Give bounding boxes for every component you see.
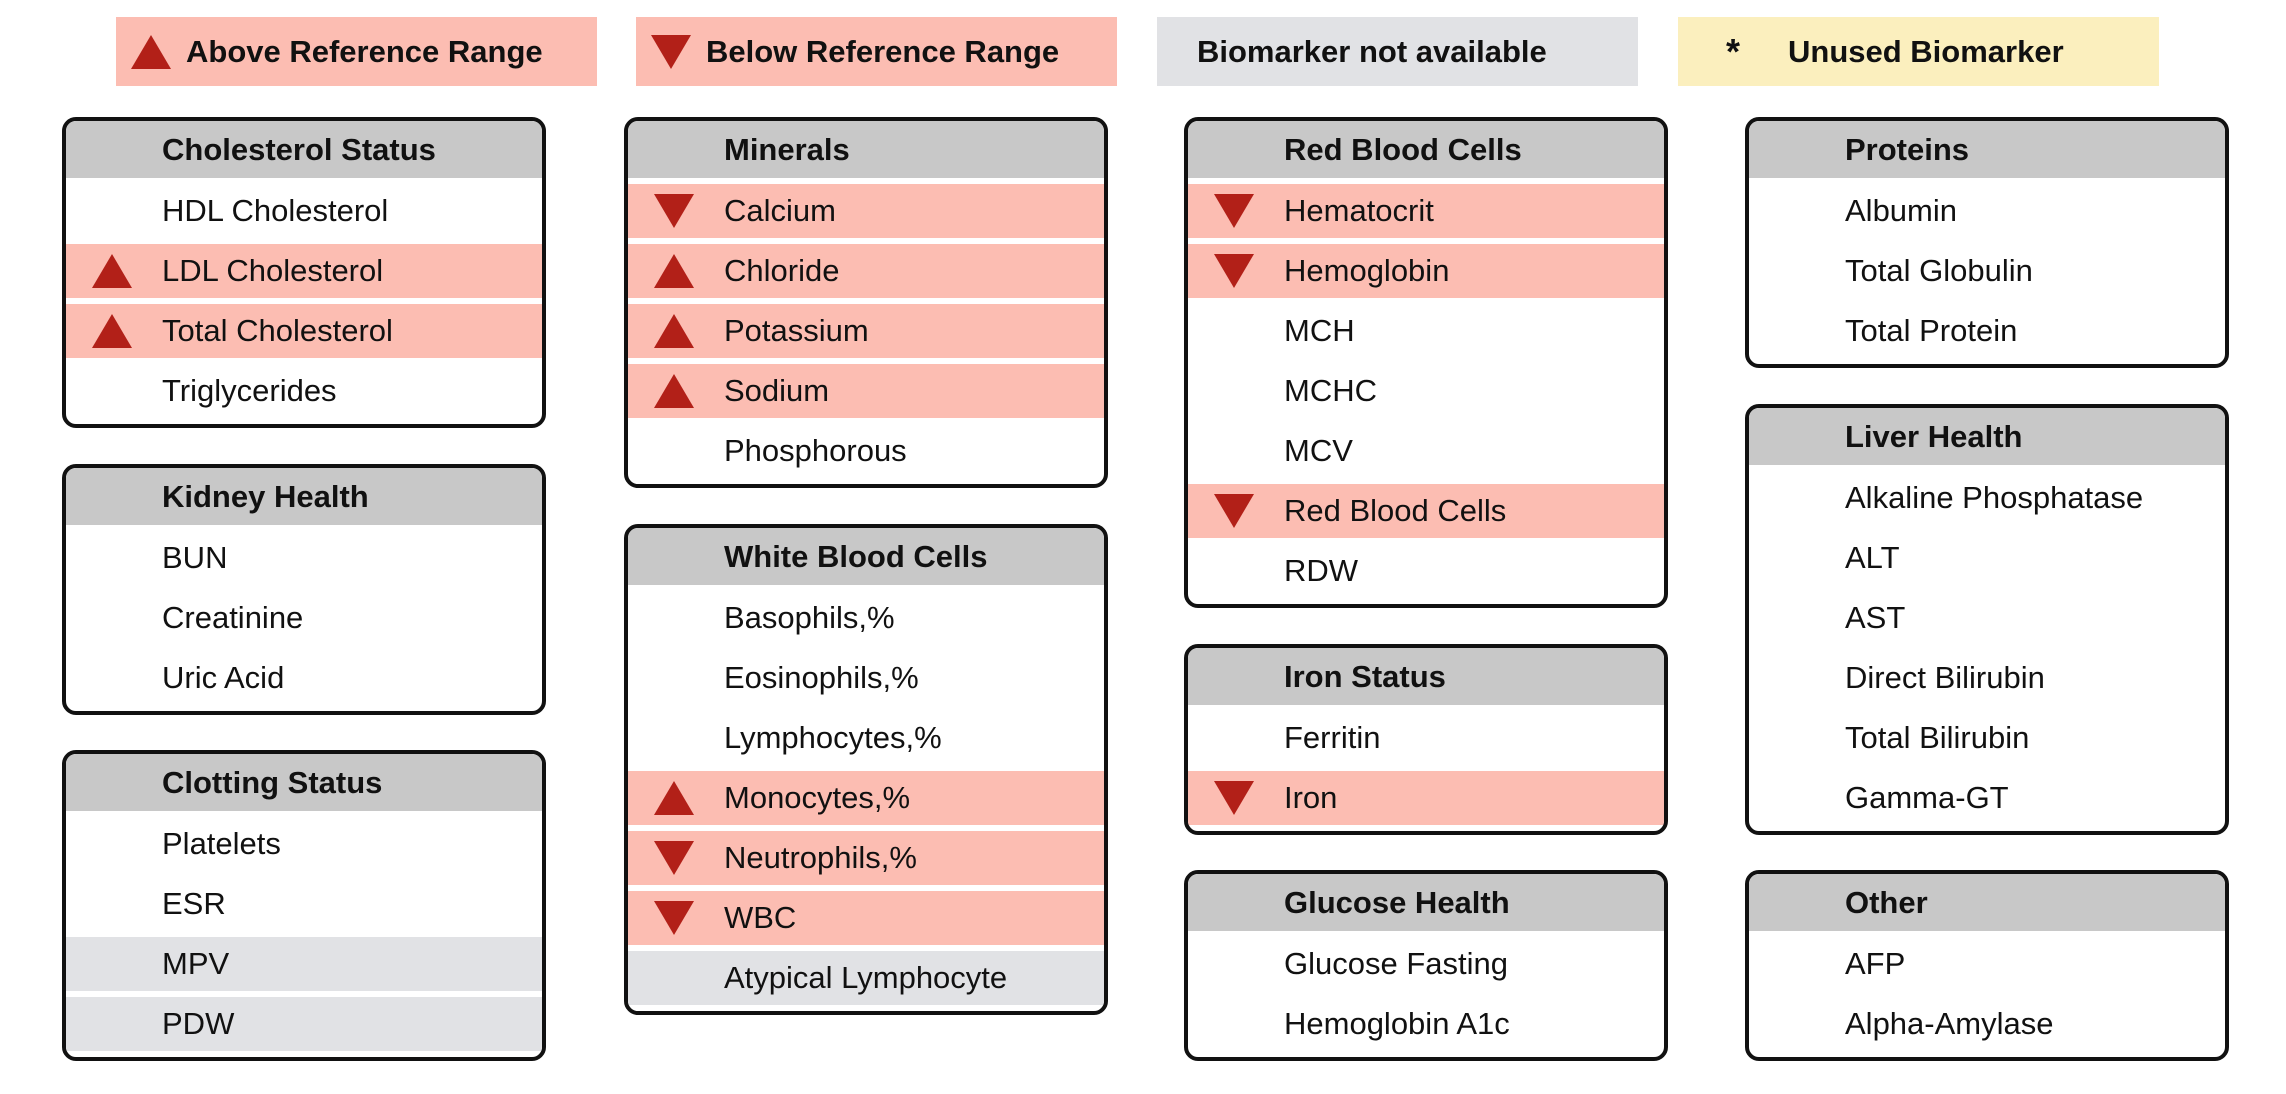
triangle-up-icon	[652, 312, 696, 350]
biomarker-row	[628, 891, 1104, 945]
biomarker-name: Neutrophils,%	[724, 840, 917, 875]
legend-item-above	[116, 17, 597, 86]
biomarker-row	[1188, 771, 1664, 825]
triangle-down-icon	[652, 899, 696, 937]
panel-title: Minerals	[628, 121, 1104, 178]
panel-title: Proteins	[1749, 121, 2225, 178]
biomarker-name: RDW	[1284, 553, 1359, 588]
biomarker-row	[1749, 651, 2225, 705]
biomarker-name: Glucose Fasting	[1284, 946, 1508, 981]
panel-title: Clotting Status	[66, 754, 542, 811]
triangle-down-icon	[1212, 492, 1256, 530]
biomarker-row	[66, 244, 542, 298]
biomarker-row	[66, 877, 542, 931]
biomarker-name: Lymphocytes,%	[724, 720, 942, 755]
legend-item-below	[636, 17, 1117, 86]
biomarker-row	[1749, 591, 2225, 645]
biomarker-name: Uric Acid	[162, 660, 285, 695]
panel-clotting-status	[62, 750, 546, 1061]
biomarker-name: Red Blood Cells	[1284, 493, 1507, 528]
biomarker-row	[1749, 711, 2225, 765]
panel-kidney-health	[62, 464, 546, 715]
biomarker-row	[1749, 184, 2225, 238]
triangle-up-icon	[652, 779, 696, 817]
biomarker-row	[1749, 531, 2225, 585]
biomarker-name: Eosinophils,%	[724, 660, 919, 695]
panel-title: Other	[1749, 874, 2225, 931]
biomarker-row	[628, 651, 1104, 705]
panel-other	[1745, 870, 2229, 1061]
biomarker-name: Atypical Lymphocyte	[724, 960, 1008, 995]
panel-title: Red Blood Cells	[1188, 121, 1664, 178]
biomarker-name: WBC	[724, 900, 797, 935]
biomarker-name: HDL Cholesterol	[162, 193, 389, 228]
biomarker-row	[628, 364, 1104, 418]
panel-proteins	[1745, 117, 2229, 368]
biomarker-row	[1749, 244, 2225, 298]
legend-item-na	[1157, 17, 1638, 86]
biomarker-row	[1188, 304, 1664, 358]
biomarker-row	[66, 817, 542, 871]
biomarker-row	[1188, 997, 1664, 1051]
biomarker-row	[1188, 244, 1664, 298]
panel-title: Liver Health	[1749, 408, 2225, 465]
biomarker-name: Alpha-Amylase	[1845, 1006, 2054, 1041]
biomarker-name: Basophils,%	[724, 600, 895, 635]
legend-label: Above Reference Range	[186, 33, 543, 69]
triangle-up-icon	[652, 372, 696, 410]
biomarker-row	[66, 997, 542, 1051]
biomarker-name: AST	[1845, 600, 1906, 635]
biomarker-name: Creatinine	[162, 600, 304, 635]
asterisk-icon: *	[1725, 30, 1740, 72]
triangle-down-icon	[1212, 192, 1256, 230]
biomarker-name: Phosphorous	[724, 433, 907, 468]
biomarker-row	[1749, 304, 2225, 358]
panel-minerals	[624, 117, 1108, 488]
triangle-up-icon	[652, 252, 696, 290]
biomarker-name: LDL Cholesterol	[162, 253, 384, 288]
biomarker-name: Hemoglobin	[1284, 253, 1450, 288]
biomarker-row	[1188, 424, 1664, 478]
biomarker-row	[1188, 544, 1664, 598]
legend-label: Biomarker not available	[1197, 33, 1547, 69]
biomarker-name: Platelets	[162, 826, 281, 861]
panel-white-blood-cells	[624, 524, 1108, 1015]
biomarker-name: Ferritin	[1284, 720, 1381, 755]
biomarker-row	[1188, 711, 1664, 765]
triangle-up-icon	[116, 33, 186, 71]
biomarker-name: ALT	[1845, 540, 1900, 575]
triangle-down-icon	[652, 839, 696, 877]
biomarker-name: Iron	[1284, 780, 1338, 815]
biomarker-name: Total Globulin	[1845, 253, 2033, 288]
panel-liver-health	[1745, 404, 2229, 835]
panel-iron-status	[1184, 644, 1668, 835]
biomarker-name: Direct Bilirubin	[1845, 660, 2045, 695]
biomarker-name: Hemoglobin A1c	[1284, 1006, 1510, 1041]
biomarker-name: MCV	[1284, 433, 1353, 468]
biomarker-name: Monocytes,%	[724, 780, 911, 815]
triangle-down-icon	[636, 33, 706, 71]
legend-label: Unused Biomarker	[1788, 33, 2064, 69]
biomarker-row	[1188, 937, 1664, 991]
biomarker-name: BUN	[162, 540, 228, 575]
triangle-down-icon	[1212, 779, 1256, 817]
biomarker-name: Hematocrit	[1284, 193, 1434, 228]
biomarker-row	[1188, 184, 1664, 238]
biomarker-name: MPV	[162, 946, 230, 981]
biomarker-name: Chloride	[724, 253, 840, 288]
triangle-up-icon	[90, 312, 134, 350]
biomarker-row	[1749, 471, 2225, 525]
panel-title: Iron Status	[1188, 648, 1664, 705]
legend-item-unused	[1678, 17, 2159, 86]
biomarker-row	[66, 304, 542, 358]
biomarker-row	[66, 591, 542, 645]
biomarker-row	[1749, 771, 2225, 825]
biomarker-name: MCH	[1284, 313, 1355, 348]
biomarker-name: Total Bilirubin	[1845, 720, 2030, 755]
biomarker-row	[628, 711, 1104, 765]
biomarker-name: Albumin	[1845, 193, 1957, 228]
biomarker-name: AFP	[1845, 946, 1906, 981]
biomarker-row	[628, 304, 1104, 358]
triangle-down-icon	[652, 192, 696, 230]
triangle-up-icon	[90, 252, 134, 290]
biomarker-row	[1749, 937, 2225, 991]
panel-title: Kidney Health	[66, 468, 542, 525]
legend-label: Below Reference Range	[706, 33, 1060, 69]
biomarker-name: ESR	[162, 886, 226, 921]
panel-title: Glucose Health	[1188, 874, 1664, 931]
biomarker-name: Total Protein	[1845, 313, 2018, 348]
biomarker-row	[66, 937, 542, 991]
panel-title: White Blood Cells	[628, 528, 1104, 585]
panel-title: Cholesterol Status	[66, 121, 542, 178]
biomarker-row	[66, 364, 542, 418]
biomarker-row	[628, 184, 1104, 238]
biomarker-name: MCHC	[1284, 373, 1377, 408]
panel-red-blood-cells	[1184, 117, 1668, 608]
biomarker-row	[628, 424, 1104, 478]
biomarker-row	[628, 951, 1104, 1005]
biomarker-row	[66, 184, 542, 238]
biomarker-row	[628, 591, 1104, 645]
biomarker-name: Potassium	[724, 313, 869, 348]
biomarker-name: Total Cholesterol	[162, 313, 393, 348]
biomarker-row	[628, 244, 1104, 298]
triangle-down-icon	[1212, 252, 1256, 290]
biomarker-name: Gamma-GT	[1845, 780, 2009, 815]
biomarker-row	[1188, 364, 1664, 418]
biomarker-name: Triglycerides	[162, 373, 337, 408]
biomarker-row	[66, 651, 542, 705]
biomarker-name: Calcium	[724, 193, 836, 228]
biomarker-row	[66, 531, 542, 585]
biomarker-name: Alkaline Phosphatase	[1845, 480, 2144, 515]
biomarker-row	[1188, 484, 1664, 538]
biomarker-name: Sodium	[724, 373, 830, 408]
biomarker-row	[1749, 997, 2225, 1051]
biomarker-row	[628, 831, 1104, 885]
panel-cholesterol-status	[62, 117, 546, 428]
biomarker-row	[628, 771, 1104, 825]
biomarker-name: PDW	[162, 1006, 235, 1041]
panel-glucose-health	[1184, 870, 1668, 1061]
